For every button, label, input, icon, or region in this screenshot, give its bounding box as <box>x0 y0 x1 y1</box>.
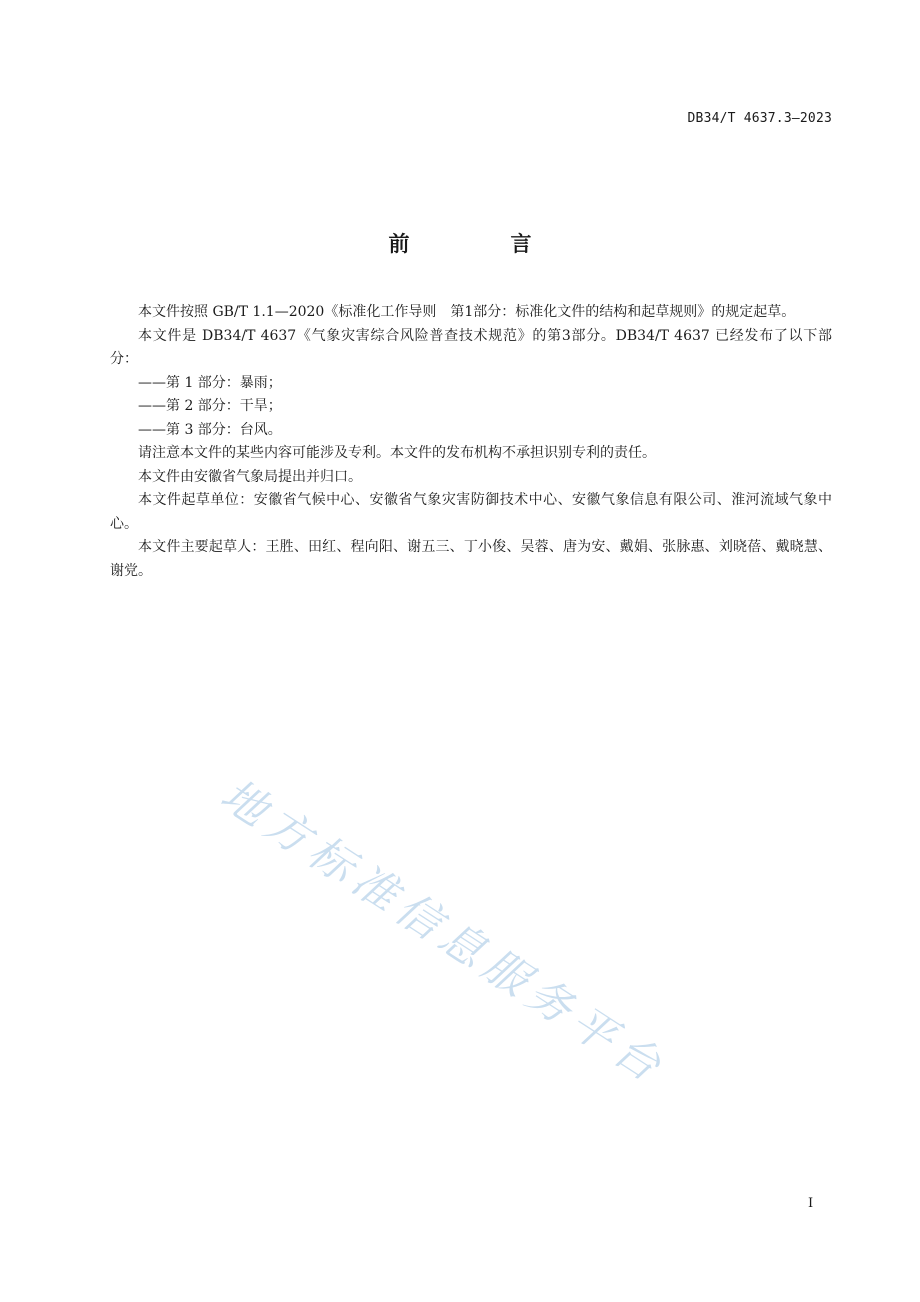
paragraph-patent-notice: 请注意本文件的某些内容可能涉及专利。本文件的发布机构不承担识别专利的责任。 <box>138 445 656 461</box>
document-code: DB34/T 4637.3—2023 <box>687 111 832 126</box>
list-item-part-1: ——第 1 部分：暴雨； <box>138 374 282 391</box>
paragraph-proposer: 本文件由安徽省气象局提出并归口。 <box>138 468 362 485</box>
document-body <box>110 301 832 583</box>
list-item-part-2: ——第 2 部分：干旱； <box>138 398 282 414</box>
watermark: 地方标准信息服务平台 <box>211 769 676 1096</box>
paragraph-drafting-units: 本文件起草单位：安徽省气候中心、安徽省气象灾害防御技术中心、安徽气象信息有限公司、淮河流域气象中心。 <box>110 492 832 532</box>
page-title: 前 言 <box>388 232 572 256</box>
page-number: I <box>808 1196 814 1211</box>
paragraph-drafters: 本文件主要起草人：王胜、田红、程向阳、谢五三、丁小俊、吴蓉、唐为安、戴娟、张脉惠、刘晓蓓、戴晓慧、谢党。 <box>110 539 832 579</box>
paragraph-drafting-basis: 本文件按照 GB/T 1.1—2020《标准化工作导则 第1部分：标准化文件的结构和起草规则》的规定起草。 <box>138 304 796 320</box>
list-item-part-3: ——第 3 部分：台风。 <box>138 421 282 438</box>
paragraph-part-statement: 本文件是 DB34/T 4637《气象灾害综合风险普查技术规范》的第3部分。DB34/T 4637 已经发布了以下部分： <box>110 327 832 367</box>
